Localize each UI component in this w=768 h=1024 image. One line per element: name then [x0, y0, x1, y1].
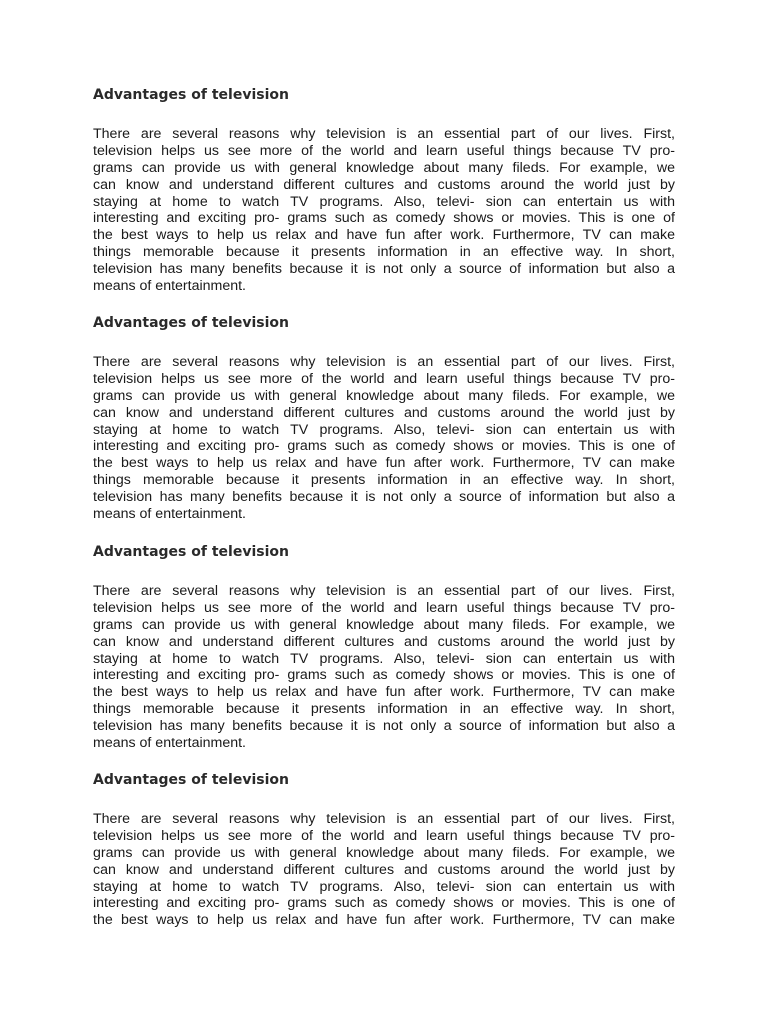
paragraph-line: can know and understand different cultures and customs around the world just by [93, 176, 675, 193]
section-paragraph [93, 583, 675, 752]
section-heading: Advantages of television [93, 87, 289, 103]
paragraph-line: There are several reasons why television is an essential part of our lives. First, [93, 811, 675, 827]
paragraph-line: the best ways to help us relax and have fun after work. Furthermore, TV can make [93, 227, 675, 244]
section-paragraph [93, 811, 675, 929]
paragraph-line: the best ways to help us relax and have fun after work. Furthermore, TV can make [93, 912, 675, 929]
section-heading: Advantages of television [93, 315, 289, 331]
paragraph-line: television has many benefits because it is not only a source of information but also a [93, 718, 675, 735]
section-paragraph [93, 354, 675, 523]
paragraph-line: interesting and exciting pro- grams such as comedy shows or movies. This is one of [93, 438, 675, 455]
paragraph-line: can know and understand different cultures and customs around the world just by [93, 633, 675, 650]
section-heading: Advantages of television [93, 544, 289, 560]
paragraph-line: can know and understand different cultures and customs around the world just by [93, 404, 675, 421]
paragraph-line: grams can provide us with general knowledge about many fileds. For example, we [93, 387, 675, 404]
paragraph-line: grams can provide us with general knowledge about many fileds. For example, we [93, 844, 675, 861]
paragraph-line: things memorable because it presents information in an effective way. In short, [93, 472, 675, 489]
paragraph-line: interesting and exciting pro- grams such as comedy shows or movies. This is one of [93, 210, 675, 227]
paragraph-line: television helps us see more of the world and learn useful things because TV pro- [93, 142, 675, 159]
paragraph-line: means of entertainment. [93, 735, 246, 752]
paragraph-line: television helps us see more of the world and learn useful things because TV pro- [93, 827, 675, 844]
paragraph-line: There are several reasons why television is an essential part of our lives. First, [93, 583, 675, 599]
paragraph-line: There are several reasons why television is an essential part of our lives. First, [93, 126, 675, 142]
paragraph-line: television has many benefits because it is not only a source of information but also a [93, 489, 675, 506]
paragraph-line: television helps us see more of the world and learn useful things because TV pro- [93, 599, 675, 616]
paragraph-line: things memorable because it presents information in an effective way. In short, [93, 701, 675, 718]
paragraph-line: television has many benefits because it is not only a source of information but also a [93, 261, 675, 278]
paragraph-line: means of entertainment. [93, 506, 246, 523]
paragraph-line: interesting and exciting pro- grams such as comedy shows or movies. This is one of [93, 667, 675, 684]
paragraph-line: interesting and exciting pro- grams such as comedy shows or movies. This is one of [93, 895, 675, 912]
paragraph-line: staying at home to watch TV programs. Also, televi- sion can entertain us with [93, 650, 675, 667]
paragraph-line: staying at home to watch TV programs. Also, televi- sion can entertain us with [93, 421, 675, 438]
paragraph-line: grams can provide us with general knowledge about many fileds. For example, we [93, 616, 675, 633]
paragraph-line: the best ways to help us relax and have fun after work. Furthermore, TV can make [93, 684, 675, 701]
paragraph-line: staying at home to watch TV programs. Also, televi- sion can entertain us with [93, 878, 675, 895]
paragraph-line: the best ways to help us relax and have fun after work. Furthermore, TV can make [93, 455, 675, 472]
paragraph-line: There are several reasons why television is an essential part of our lives. First, [93, 354, 675, 370]
paragraph-line: television helps us see more of the world and learn useful things because TV pro- [93, 370, 675, 387]
paragraph-line: means of entertainment. [93, 278, 246, 295]
section-paragraph [93, 126, 675, 295]
paragraph-line: things memorable because it presents information in an effective way. In short, [93, 244, 675, 261]
section-heading: Advantages of television [93, 772, 289, 788]
paragraph-line: staying at home to watch TV programs. Also, televi- sion can entertain us with [93, 193, 675, 210]
paragraph-line: grams can provide us with general knowledge about many fileds. For example, we [93, 159, 675, 176]
paragraph-line: can know and understand different cultures and customs around the world just by [93, 861, 675, 878]
